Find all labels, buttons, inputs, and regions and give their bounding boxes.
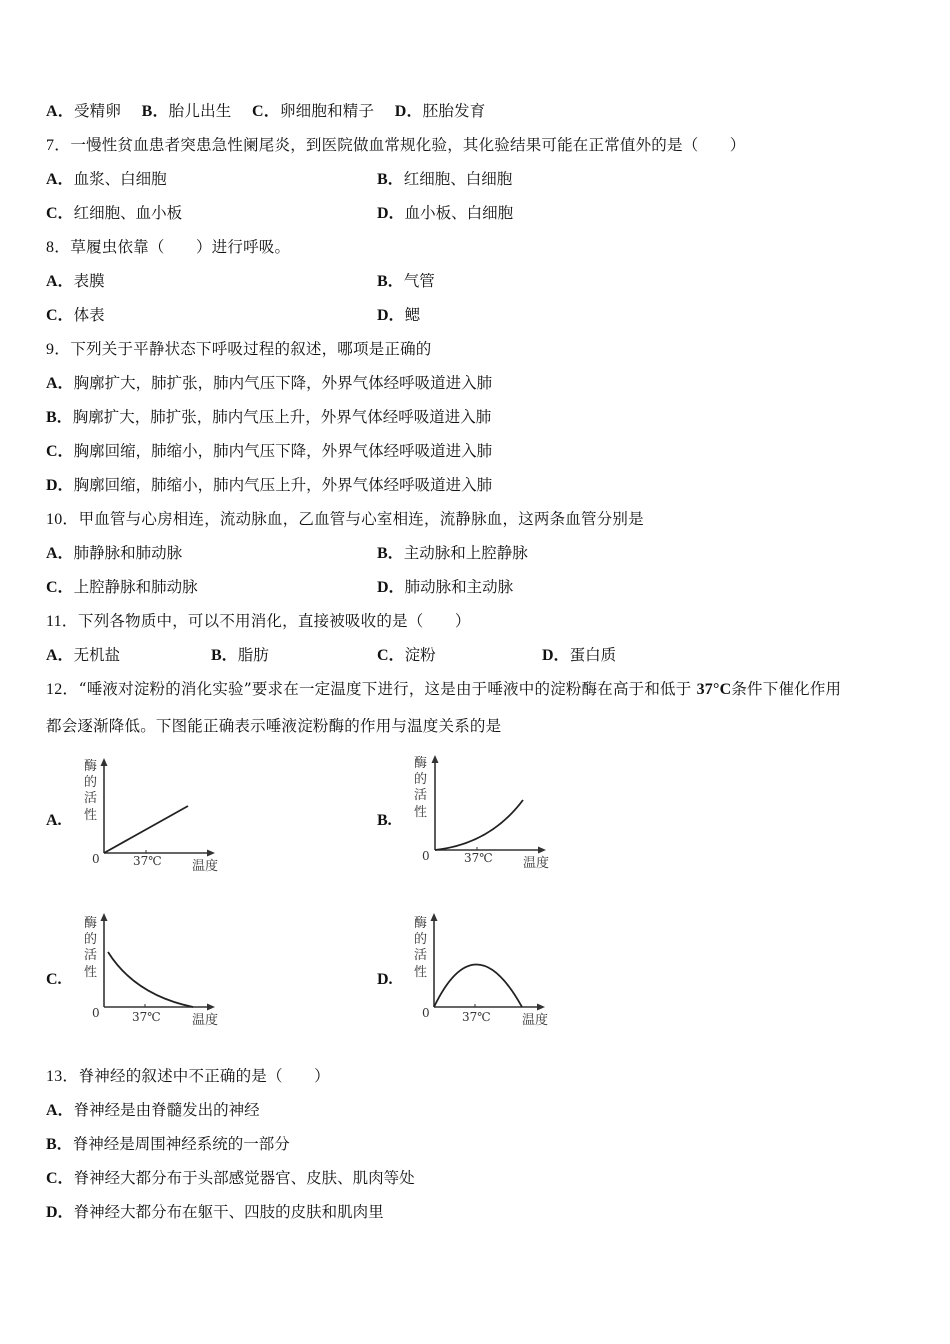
q12-graph-d[interactable] bbox=[405, 910, 565, 1030]
q8-option-b[interactable]: B．气管 bbox=[377, 272, 435, 290]
x-axis-label: 温度 bbox=[522, 1013, 549, 1028]
q10-option-b[interactable]: B．主动脉和上腔静脉 bbox=[377, 544, 528, 562]
q7-option-a[interactable]: A．血浆、白细胞 bbox=[46, 170, 167, 188]
q6-option-a[interactable]: A．受精卵 bbox=[46, 102, 122, 120]
q8-option-c[interactable]: C．体表 bbox=[46, 306, 105, 324]
q8-option-a[interactable]: A．表膜 bbox=[46, 272, 105, 290]
svg-text:的: 的 bbox=[84, 775, 98, 790]
tick-label: 37℃ bbox=[464, 851, 493, 865]
q13-stem: 13．脊神经的叙述中不正确的是（ ） bbox=[46, 1067, 330, 1085]
y-axis-arrow-icon bbox=[432, 755, 439, 763]
q12-graph-a[interactable] bbox=[75, 755, 235, 875]
svg-text:酶: 酶 bbox=[84, 759, 98, 774]
svg-text:性: 性 bbox=[414, 805, 428, 820]
q6-option-c[interactable]: C．卵细胞和精子 bbox=[252, 102, 375, 120]
q10-option-a[interactable]: A．肺静脉和肺动脉 bbox=[46, 544, 183, 562]
tick-label: 37℃ bbox=[462, 1010, 491, 1024]
curve bbox=[108, 952, 193, 1007]
curve bbox=[434, 965, 522, 1008]
q11-option-d[interactable]: D．蛋白质 bbox=[542, 646, 617, 664]
q9-stem: 9．下列关于平静状态下呼吸过程的叙述，哪项是正确的 bbox=[46, 340, 432, 358]
svg-text:活: 活 bbox=[84, 791, 98, 806]
svg-text:的: 的 bbox=[414, 932, 428, 947]
q6-option-d[interactable]: D．胚胎发育 bbox=[394, 102, 486, 120]
x-axis-arrow-icon bbox=[207, 1004, 215, 1011]
svg-text:酶: 酶 bbox=[414, 916, 428, 931]
svg-text:活: 活 bbox=[84, 948, 98, 963]
q7-stem: 7．一慢性贫血患者突患急性阑尾炎，到医院做血常规化验，其化验结果可能在正常值外的是（ ） bbox=[46, 136, 746, 154]
q12-stem-line2: 都会逐渐降低。下图能正确表示唾液淀粉酶的作用与温度关系的是 bbox=[46, 717, 502, 735]
q7-option-d[interactable]: D．血小板、白细胞 bbox=[377, 204, 514, 222]
y-axis-label bbox=[84, 759, 97, 823]
q12-option-a-label[interactable]: A. bbox=[46, 812, 62, 829]
curve bbox=[104, 806, 188, 853]
origin-label: 0 bbox=[92, 852, 100, 866]
q7-option-c[interactable]: C．红细胞、血小板 bbox=[46, 204, 183, 222]
y-axis-label bbox=[414, 756, 427, 820]
q9-option-b[interactable]: B．胸廓扩大，肺扩张，肺内气压上升，外界气体经呼吸道进入肺 bbox=[46, 408, 492, 426]
y-axis-arrow-icon bbox=[101, 758, 108, 766]
svg-text:的: 的 bbox=[414, 772, 428, 787]
q10-option-d[interactable]: D．肺动脉和主动脉 bbox=[377, 578, 514, 596]
svg-text:的: 的 bbox=[84, 932, 98, 947]
q13-option-b[interactable]: B．脊神经是周围神经系统的一部分 bbox=[46, 1135, 290, 1153]
q8-stem: 8．草履虫依靠（ ）进行呼吸。 bbox=[46, 238, 291, 256]
y-axis-label bbox=[84, 916, 97, 980]
q11-option-b[interactable]: B．脂肪 bbox=[211, 646, 269, 664]
svg-text:酶: 酶 bbox=[84, 916, 98, 931]
q9-option-c[interactable]: C．胸廓回缩，肺缩小，肺内气压下降，外界气体经呼吸道进入肺 bbox=[46, 442, 493, 460]
q13-option-a[interactable]: A．脊神经是由脊髓发出的神经 bbox=[46, 1101, 260, 1119]
svg-text:活: 活 bbox=[414, 788, 428, 803]
origin-label: 0 bbox=[92, 1006, 100, 1020]
q9-option-d[interactable]: D．胸廓回缩，肺缩小，肺内气压上升，外界气体经呼吸道进入肺 bbox=[46, 476, 493, 494]
svg-text:性: 性 bbox=[84, 965, 98, 980]
q13-option-d[interactable]: D．脊神经大都分布在躯干、四肢的皮肤和肌肉里 bbox=[46, 1203, 384, 1221]
q12-option-d-label[interactable]: D. bbox=[377, 971, 393, 988]
origin-label: 0 bbox=[422, 849, 430, 863]
curve bbox=[435, 800, 523, 850]
q7-option-b[interactable]: B．红细胞、白细胞 bbox=[377, 170, 513, 188]
x-axis-arrow-icon bbox=[537, 1004, 545, 1011]
q12-option-c-label[interactable]: C. bbox=[46, 971, 62, 988]
q9-option-a[interactable]: A．胸廓扩大，肺扩张，肺内气压下降，外界气体经呼吸道进入肺 bbox=[46, 374, 493, 392]
q6-options-row bbox=[46, 101, 485, 122]
q8-option-d[interactable]: D．鳃 bbox=[377, 306, 421, 324]
origin-label: 0 bbox=[422, 1006, 430, 1020]
x-axis-label: 温度 bbox=[192, 859, 219, 874]
q12-graph-c[interactable] bbox=[75, 910, 235, 1030]
x-axis-arrow-icon bbox=[207, 850, 215, 857]
svg-text:性: 性 bbox=[414, 965, 428, 980]
q6-option-b[interactable]: B．胎儿出生 bbox=[141, 102, 232, 120]
q13-option-c[interactable]: C．脊神经大都分布于头部感觉器官、皮肤、肌肉等处 bbox=[46, 1169, 415, 1187]
y-axis-arrow-icon bbox=[431, 913, 438, 921]
svg-text:活: 活 bbox=[414, 948, 428, 963]
svg-text:酶: 酶 bbox=[414, 756, 428, 771]
y-axis-arrow-icon bbox=[101, 913, 108, 921]
x-axis-arrow-icon bbox=[538, 847, 546, 854]
q12-stem: 12．“唾液对淀粉的消化实验”要求在一定温度下进行，这是由于唾液中的淀粉酶在高于和低于 37°C条件下催化作用 bbox=[46, 680, 842, 698]
q11-option-a[interactable]: A．无机盐 bbox=[46, 646, 121, 664]
x-axis-label: 温度 bbox=[192, 1013, 219, 1028]
q11-option-c[interactable]: C．淀粉 bbox=[377, 646, 436, 664]
q10-option-c[interactable]: C．上腔静脉和肺动脉 bbox=[46, 578, 198, 596]
y-axis-label bbox=[414, 916, 427, 980]
q11-stem: 11．下列各物质中，可以不用消化，直接被吸收的是（ ） bbox=[46, 612, 471, 630]
q12-graph-b[interactable] bbox=[405, 752, 565, 872]
x-axis-label: 温度 bbox=[523, 856, 550, 871]
tick-label: 37℃ bbox=[132, 1010, 161, 1024]
tick-label: 37℃ bbox=[133, 854, 162, 868]
q12-option-b-label[interactable]: B. bbox=[377, 812, 392, 829]
svg-text:性: 性 bbox=[84, 808, 98, 823]
q10-stem: 10．甲血管与心房相连，流动脉血，乙血管与心室相连，流静脉血，这两条血管分别是 bbox=[46, 510, 644, 528]
